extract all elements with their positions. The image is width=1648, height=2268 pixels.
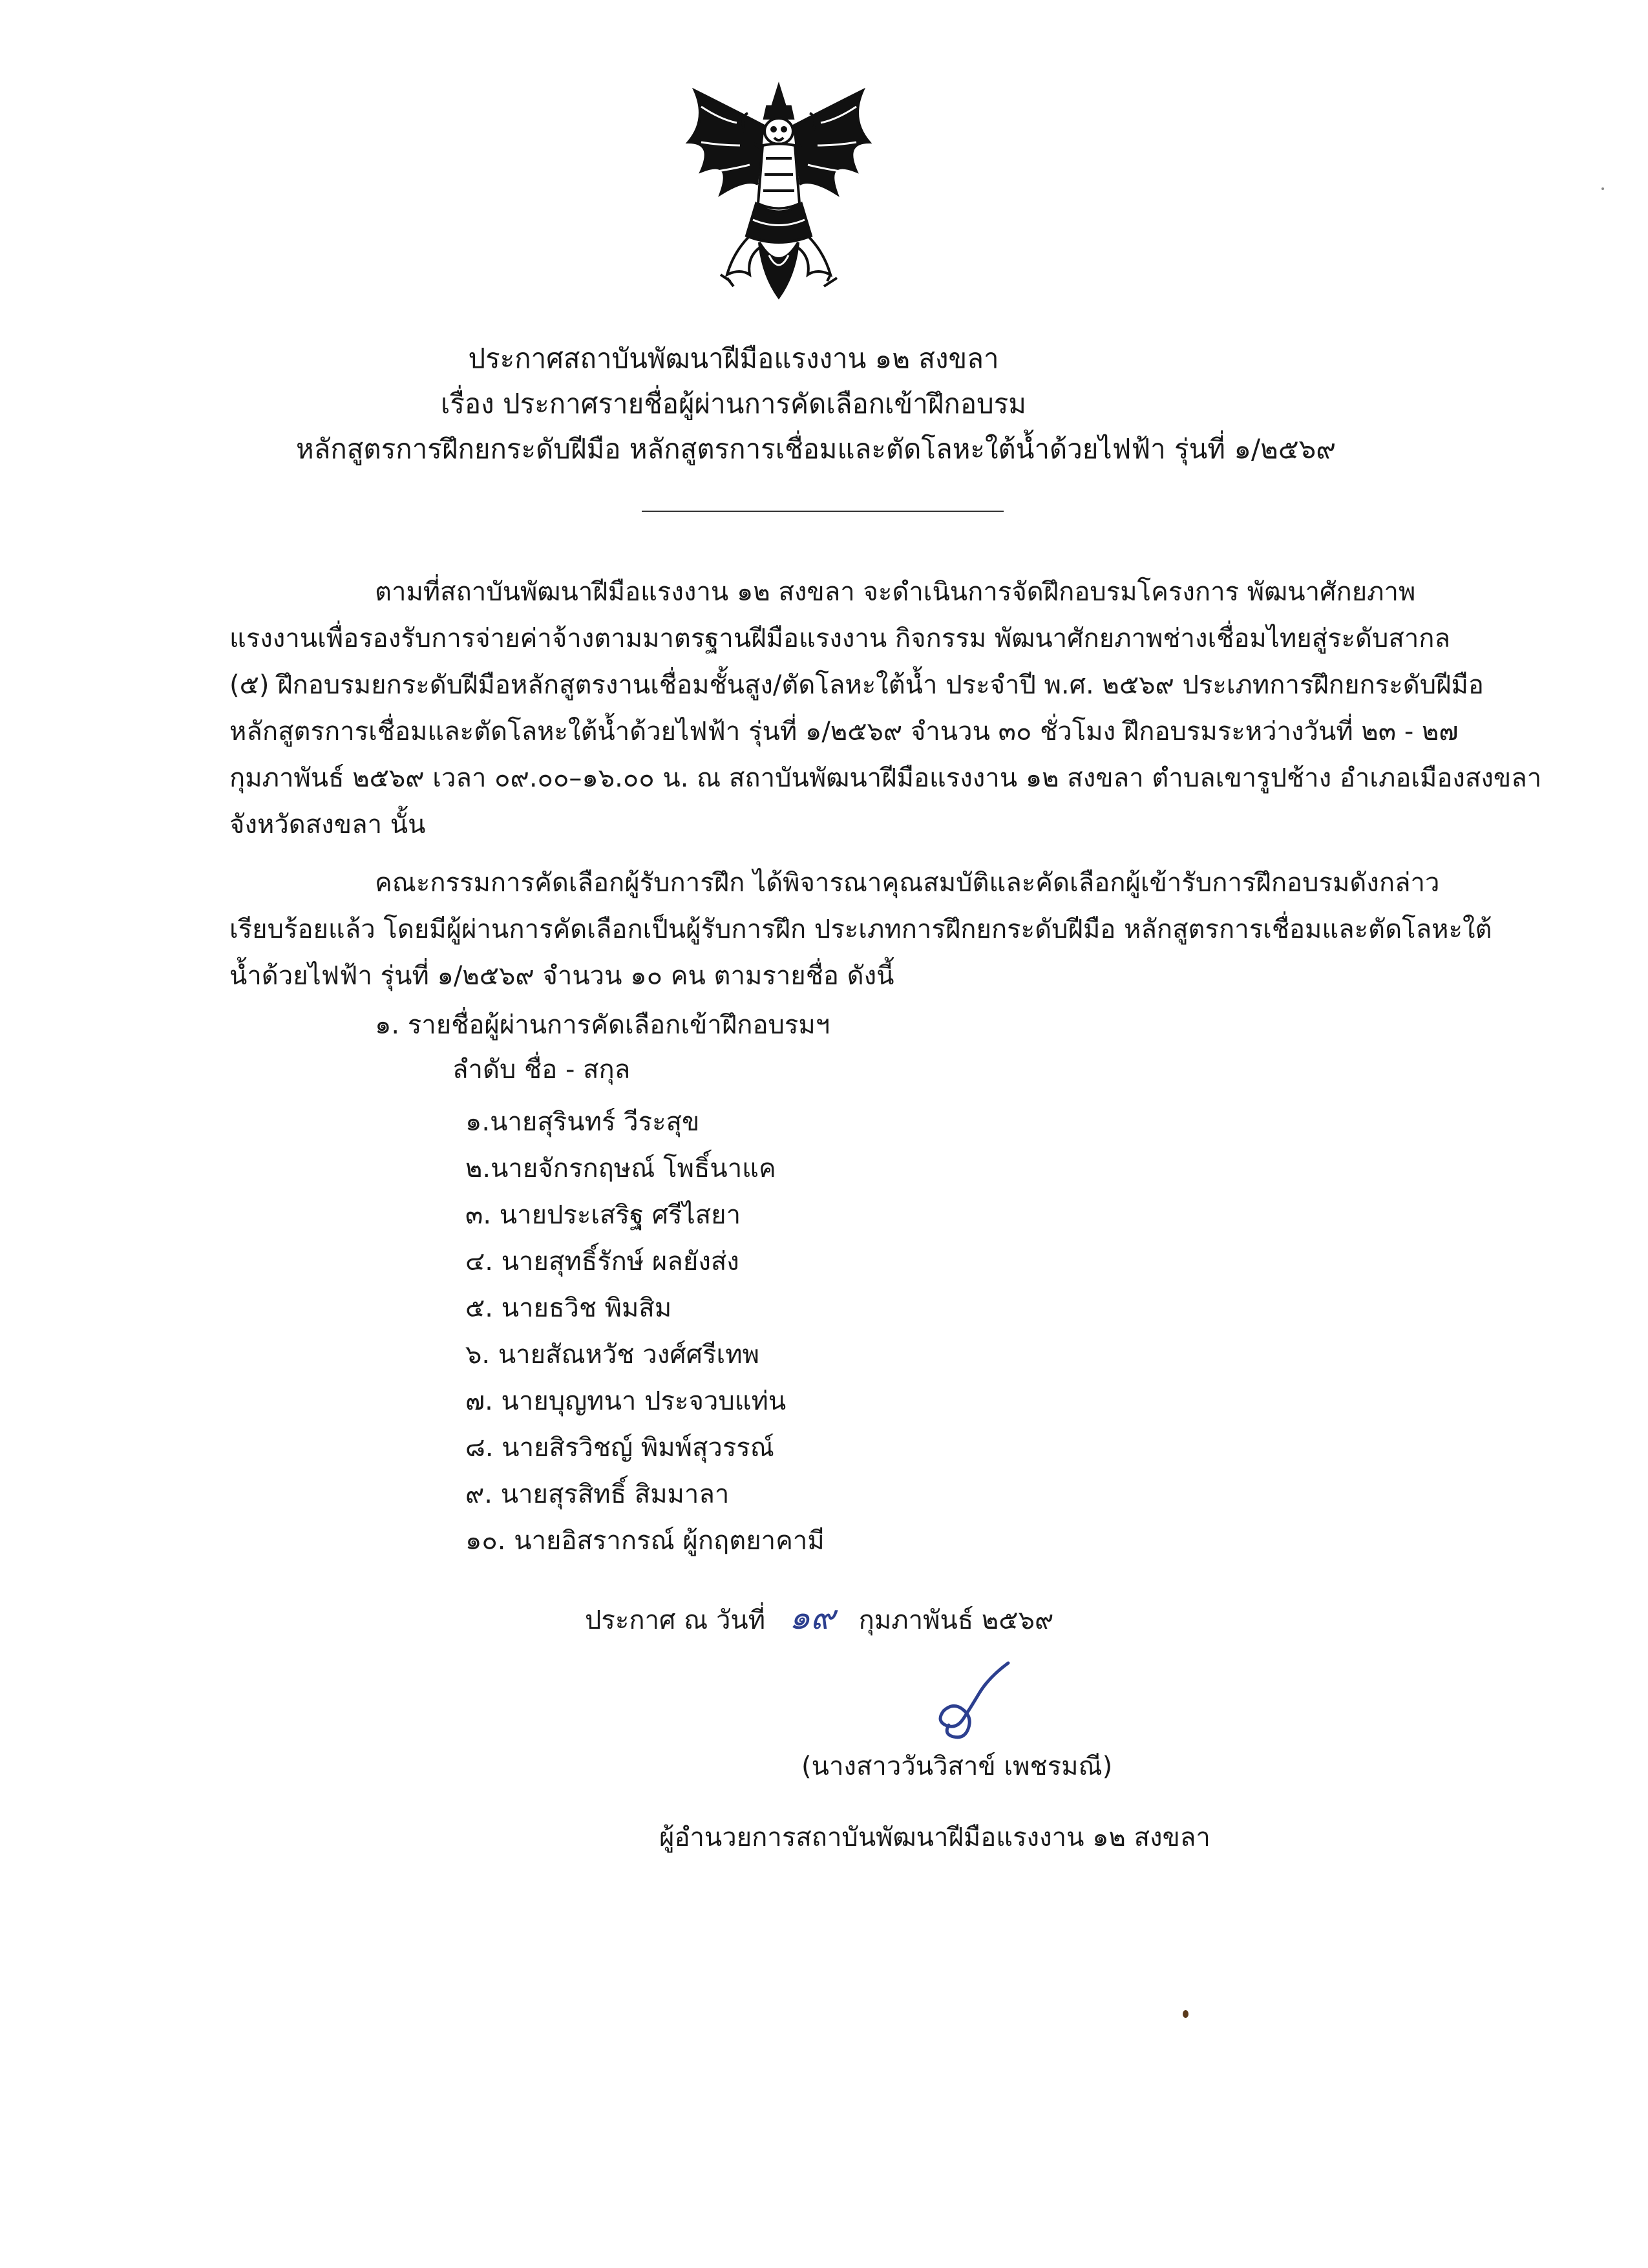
- paragraph-1-line: ตามที่สถาบันพัฒนาฝีมือแรงงาน ๑๒ สงขลา จะดำเนินการจัดฝึกอบรมโครงการ พัฒนาศักยภาพ: [375, 577, 1416, 607]
- list-item: ๙. นายสุรสิทธิ์ สิมมาลา: [465, 1479, 730, 1509]
- paper-speck: [1601, 187, 1604, 190]
- date-day-handwritten: ๑๙: [788, 1598, 835, 1637]
- list-item: ๘. นายสิรวิชญ์ พิมพ์สุวรรณ์: [465, 1433, 774, 1463]
- list-item: ๒.นายจักรกฤษณ์ โพธิ์นาแค: [465, 1154, 776, 1183]
- paragraph-2-line: คณะกรรมการคัดเลือกผู้รับการฝึก ได้พิจารณาคุณสมบัติและคัดเลือกผู้เข้ารับการฝึกอบรมดังกล่าว: [375, 868, 1440, 898]
- header-course: หลักสูตรการฝึกยกระดับฝีมือ หลักสูตรการเชื่อมและตัดโลหะใต้น้ำด้วยไฟฟ้า รุ่นที่ ๑/๒๕๖๙: [295, 433, 1336, 465]
- list-item: ๖. นายสัณหวัช วงศ์ศรีเทพ: [465, 1340, 759, 1370]
- list-item: ๗. นายบุญทนา ประจวบแท่น: [465, 1386, 787, 1416]
- paragraph-1: [229, 569, 1542, 848]
- paragraph-1-line: กุมภาพันธ์ ๒๕๖๙ เวลา ๐๙.๐๐–๑๖.๐๐ น. ณ สถาบันพัฒนาฝีมือแรงงาน ๑๒ สงขลา ตำบลเขารูปช้าง อำเภอเมืองสงขลา: [229, 763, 1542, 793]
- list-item: ๑๐. นายอิสรากรณ์ ผู้กฤตยาคามี: [465, 1526, 825, 1556]
- list-heading: ๑. รายชื่อผู้ผ่านการคัดเลือกเข้าฝึกอบรมฯ: [375, 1010, 830, 1040]
- announcement-date: [585, 1590, 1053, 1644]
- paragraph-1-line: แรงงานเพื่อรองรับการจ่ายค่าจ้างตามมาตรฐานฝีมือแรงงาน กิจกรรม พัฒนาศักยภาพช่างเชื่อมไทยสู่ระดับสากล: [229, 624, 1451, 653]
- paragraph-2-line: เรียบร้อยแล้ว โดยมีผู้ผ่านการคัดเลือกเป็นผู้รับการฝึก ประเภทการฝึกยกระดับฝีมือ หลักสูตรการเชื่อมและตัดโลหะใต้: [229, 915, 1492, 944]
- list-item: ๓. นายประเสริฐ ศรีไสยา: [465, 1200, 741, 1230]
- paragraph-2: [229, 860, 1492, 999]
- paragraph-1-line: หลักสูตรการเชื่อมและตัดโลหะใต้น้ำด้วยไฟฟ้า รุ่นที่ ๑/๒๕๖๙ จำนวน ๓๐ ชั่วโมง ฝึกอบรมระหว่างวันที่ ๒๓ - ๒๗: [229, 717, 1459, 747]
- list-item: ๑.นายสุรินทร์ วีระสุข: [465, 1107, 700, 1137]
- header-issuer: ประกาศสถาบันพัฒนาฝีมือแรงงาน ๑๒ สงขลา: [468, 343, 999, 374]
- paragraph-2-line: น้ำด้วยไฟฟ้า รุ่นที่ ๑/๒๕๖๙ จำนวน ๑๐ คน ตามรายชื่อ ดังนี้: [229, 961, 894, 991]
- announcement-header: [0, 336, 1648, 472]
- header-subject: เรื่อง ประกาศรายชื่อผู้ผ่านการคัดเลือกเข้าฝึกอบรม: [441, 388, 1026, 419]
- paragraph-1-line: จังหวัดสงขลา นั้น: [229, 810, 426, 840]
- list-item: ๔. นายสุทธิ์รักษ์ ผลยังส่ง: [465, 1247, 739, 1277]
- signer-title: ผู้อำนวยการสถาบันพัฒนาฝีมือแรงงาน ๑๒ สงขลา: [659, 1823, 1210, 1852]
- garuda-emblem-icon: [682, 81, 876, 304]
- header-divider: [642, 511, 1004, 512]
- date-prefix: ประกาศ ณ วันที่: [585, 1606, 766, 1635]
- list-item: ๕. นายธวิช พิมสิม: [465, 1293, 672, 1323]
- paper-speck: [1183, 2010, 1188, 2018]
- paragraph-1-line: (๕) ฝึกอบรมยกระดับฝีมือหลักสูตรงานเชื่อมชั้นสูง/ตัดโลหะใต้น้ำ ประจำปี พ.ศ. ๒๕๖๙ ประเภทการฝึกยกระดับฝีมือ: [229, 670, 1484, 700]
- list-subheading: ลำดับ ชื่อ - สกุล: [452, 1055, 631, 1085]
- trainee-list: [465, 1099, 825, 1564]
- signer-name: (นางสาววันวิสาข์ เพชรมณี): [801, 1752, 1113, 1781]
- date-suffix: กุมภาพันธ์ ๒๕๖๙: [858, 1606, 1054, 1635]
- signature-icon: [918, 1658, 1021, 1748]
